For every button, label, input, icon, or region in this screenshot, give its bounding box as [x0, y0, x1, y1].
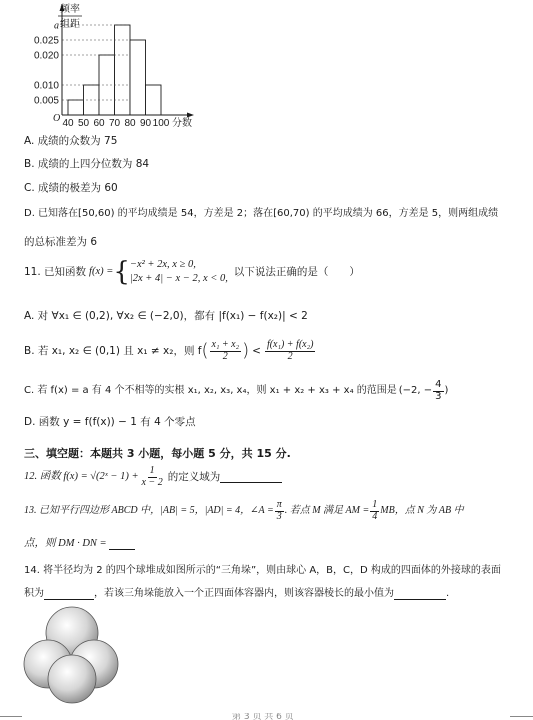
- q11-option-c: [24, 380, 448, 402]
- x-unit-label: 分数: [172, 118, 192, 129]
- y-tick-label: a: [54, 20, 59, 32]
- histogram-bar: [130, 40, 146, 115]
- q11-c-frac: $\frac{4}{3}$: [435, 379, 442, 402]
- q10-option-a: A. 成绩的众数为 75: [24, 135, 118, 147]
- q14-answer-blank-2[interactable]: [394, 588, 446, 600]
- q10-option-c: C. 成绩的极差为 60: [24, 182, 118, 194]
- q14-line2: [24, 588, 449, 600]
- y-tick-label: 0.025: [33, 35, 59, 47]
- histogram-bar: [115, 25, 131, 115]
- q13-line1: [24, 500, 464, 522]
- q11-option-a: A. 对 ∀x₁ ∈ (0,2), ∀x₂ ∈ (−2,0)，都有 |f(x₁) − f(x₂)| < 2: [24, 310, 308, 322]
- q11-c-pre: C. 若 f(x) = a 有 4 个不相等的实根 x₁, x₂, x₃, x₄，则 x₁ + x₂ + x₃ + x₄ 的范围是: [24, 385, 397, 396]
- q11-b-frac2: $\frac{\text{f(x₁) + f(x₂)}}{2}$: [266, 339, 314, 362]
- q14-line2-c: .: [446, 588, 450, 599]
- q11-c-range-close: ): [444, 385, 449, 396]
- frequency-histogram: [20, 0, 220, 130]
- q11-stem: [24, 258, 360, 286]
- x-tick-label: 70: [108, 118, 121, 129]
- q12-pre: 12. 函数 f(x) = √(2ˣ − 1) +: [24, 470, 139, 482]
- q11-case2: |2x + 4| − x − 2, x < 0,: [129, 273, 228, 285]
- q11-case1: −x² + 2x, x ≥ 0,: [129, 259, 196, 270]
- q14-line2-a: 积为: [24, 588, 44, 599]
- q13-angle-frac: $\frac{\pi}{3}$: [276, 499, 282, 522]
- q12-answer-blank[interactable]: [220, 471, 282, 483]
- q14-line1: 14. 将半径均为 2 的四个球堆成如图所示的“三角垛”，则由球心 A，B，C，D 构成的四面体的外接球的表面: [24, 565, 501, 576]
- histogram-bar: [146, 85, 162, 115]
- footer: [0, 713, 533, 720]
- x-axis-arrow: [187, 113, 194, 118]
- y-tick-label: 0.020: [33, 50, 59, 62]
- q12-frac: $\frac{1}{x - 2}$: [141, 465, 163, 488]
- q14-line2-b: ，若该三角垛能放入一个正四面体容器内，则该容器棱长的最小值为: [94, 588, 394, 599]
- section3-heading: 三、填空题：本题共 3 小题，每小题 5 分，共 15 分.: [24, 447, 291, 460]
- q11-option-b: [24, 340, 316, 362]
- q12: [24, 466, 282, 488]
- origin-label: O: [53, 113, 61, 124]
- q10-option-d-line2: 的总标准差为 6: [24, 236, 98, 248]
- q14-answer-blank-1[interactable]: [44, 588, 94, 600]
- q11-b-lt: <: [252, 344, 261, 357]
- q11-b-frac1: $\frac{\text{x₁ + x₂}}{2}$: [211, 339, 240, 362]
- q11-b-pre: B. 若 x₁, x₂ ∈ (0,1) 且 x₁ ≠ x₂，则 f: [24, 344, 202, 357]
- q11-tail: 以下说法正确的是（ ）: [233, 265, 360, 278]
- y-tick-label: 0.005: [33, 95, 59, 107]
- y-label-top: 频率: [60, 4, 80, 15]
- q13-answer-blank[interactable]: [109, 538, 135, 550]
- histogram-bar: [68, 100, 84, 115]
- piecewise-brace: {: [113, 257, 130, 288]
- q11-option-d: D. 函数 y = f(f(x)) − 1 有 4 个零点: [24, 416, 196, 428]
- q13-ratio-frac: $\frac{1}{4}$: [372, 499, 378, 522]
- footer-left-rule: [0, 716, 22, 717]
- q13-line2: [24, 538, 135, 551]
- paren-open: (: [201, 340, 209, 362]
- q11-c-range-open: (−2, −: [398, 385, 433, 396]
- stacked-spheres-figure: [20, 602, 120, 707]
- x-tick-label: 90: [139, 118, 152, 129]
- q10-option-d-line1: D. 已知落在[50,60) 的平均成绩是 54，方差是 2；落在[60,70) 的平均成绩为 66，方差是 5，则两组成绩: [24, 208, 499, 219]
- q11-function-name: f(x) =: [89, 265, 114, 277]
- q13-post: MB，点 N 为 AB 中: [380, 505, 464, 516]
- q13-mid: . 若点 M 满足 AM =: [284, 505, 370, 516]
- x-tick-label: 40: [62, 118, 74, 129]
- x-tick-label: 50: [77, 118, 90, 129]
- y-label-bottom: 组距: [60, 19, 80, 30]
- y-tick-label: 0.010: [33, 80, 59, 92]
- q11-piecewise: [130, 258, 228, 286]
- q13-pre: 13. 已知平行四边形 ABCD 中，|AB| = 5，|AD| = 4，∠A =: [24, 505, 274, 516]
- x-tick-label: 60: [93, 118, 105, 129]
- footer-right-rule: [510, 716, 533, 717]
- q13-line2-text: 点，则 DM · DN =: [24, 538, 107, 549]
- paren-close: ): [242, 340, 250, 362]
- q10-option-b: B. 成绩的上四分位数为 84: [24, 158, 150, 170]
- q12-post: 的定义域为: [167, 470, 221, 483]
- x-tick-label: 80: [124, 118, 136, 129]
- footer-page-number: 第 3 页 共 6 页: [232, 713, 294, 720]
- sphere-front: [48, 655, 96, 703]
- x-tick-label: 100: [152, 118, 170, 129]
- q11-lead: 11. 已知函数: [24, 265, 87, 278]
